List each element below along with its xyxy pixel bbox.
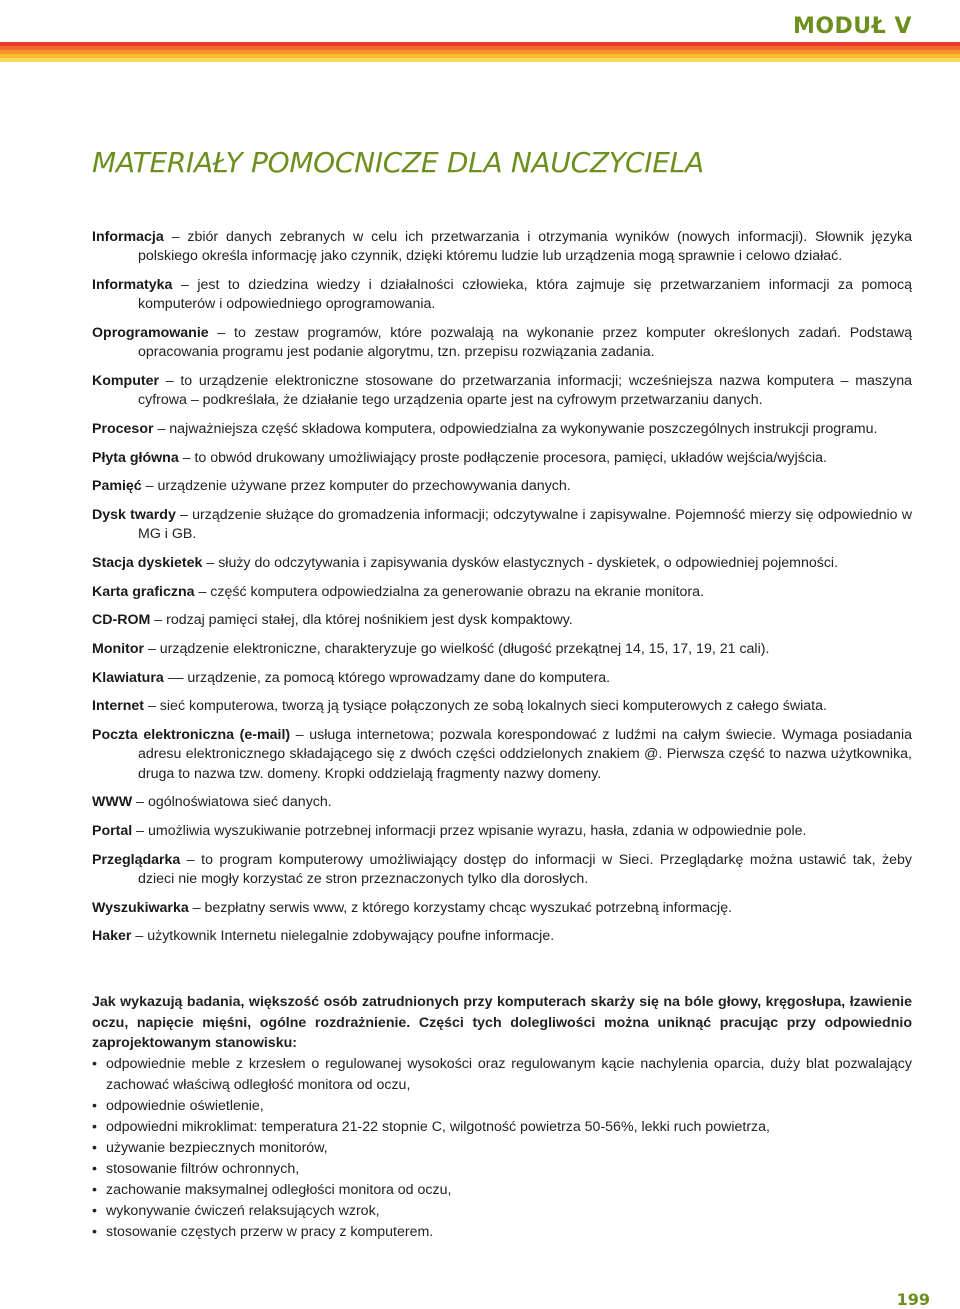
bullet-item <box>92 1159 912 1180</box>
definition-term: Dysk twardy <box>92 507 176 523</box>
definition-text: – to urządzenie elektroniczne stosowane do przetwarzania informacji; wcześniejsza nazwa komputera – maszyna cyfrowa – podkreślała, że działanie tego urządzenia oparte jest na cyfrowym przetwarzaniu danych. <box>138 372 912 409</box>
definition-term: Karta graficzna <box>92 583 195 600</box>
definition-term: Monitor <box>92 641 145 658</box>
definitions-list <box>92 228 912 956</box>
bullet-text: wykonywanie ćwiczeń relaksujących wzrok, <box>106 1202 380 1219</box>
definition-item <box>92 228 912 267</box>
bullet-dot-icon: • <box>92 1181 97 1198</box>
definition-text: – to obwód drukowany umożliwiający proste podłączenie procesora, pamięci, układów wejścia/wyjścia. <box>178 449 827 466</box>
bullet-text: używanie bezpiecznych monitorów, <box>106 1139 328 1156</box>
definition-text: – służy do odczytywania i zapisywania dysków elastycznych - dyskietek, o odpowiedniej pojemności. <box>202 554 839 571</box>
definition-item <box>92 669 912 688</box>
definition-text: – urządzenie używane przez komputer do przechowywania danych. <box>141 478 571 495</box>
definition-text: – ogólnoświatowa sieć danych. <box>132 794 332 811</box>
bullet-text: stosowanie filtrów ochronnych, <box>106 1160 300 1177</box>
definition-term: Pamięć <box>92 478 142 495</box>
bullet-dot-icon: • <box>92 1223 97 1240</box>
definition-term: Wyszukiwarka <box>92 899 189 916</box>
definition-item <box>92 276 912 315</box>
definition-item <box>92 793 912 812</box>
bullet-dot-icon: • <box>92 1202 97 1219</box>
definition-text: – to program komputerowy umożliwiający dostęp do informacji w Sieci. Przeglądarkę można ustawić tak, żeby dzieci nie mogły korzystać ze stron przeznaczonych tylko dla dorosłych. <box>138 851 912 888</box>
definition-term: Komputer <box>92 372 159 389</box>
definition-item <box>92 372 912 411</box>
bullet-dot-icon: • <box>92 1097 97 1114</box>
bullet-item <box>92 1201 912 1222</box>
page-number: 199 <box>896 1290 930 1309</box>
definition-item <box>92 583 912 602</box>
definition-term: Haker <box>92 928 132 945</box>
definition-text: – sieć komputerowa, tworzą ją tysiące połączonych ze sobą lokalnych sieci komputerowych z całego świata. <box>144 698 827 715</box>
bullet-text: stosowanie częstych przerw w pracy z komputerem. <box>106 1223 434 1240</box>
ergonomics-intro: Jak wykazują badania, większość osób zatrudnionych przy komputerach skarży się na bóle głowy, kręgosłupa, łzawienie oczu, napięcie mięśni, ogólne rozdrażnienie. Części tych dolegliwości można uniknąć pracując przy odpowiednio zaprojektowanym stanowisku: <box>92 994 912 1051</box>
definition-item <box>92 851 912 890</box>
definition-item <box>92 899 912 918</box>
definition-item <box>92 822 912 841</box>
bullet-text: odpowiednie meble z krzesłem o regulowanej wysokości oraz regulowanym kącie nachylenia oparcia, duży blat pozwalający zachować właściwą odległość monitora od oczu, <box>106 1055 912 1093</box>
definition-term: Płyta główna <box>92 449 179 466</box>
definition-term: CD-ROM <box>92 612 151 629</box>
definition-text: – urządzenie elektroniczne, charakteryzuje go wielkość (długość przekątnej 14, 15, 17, 19, 21 cali). <box>144 641 770 658</box>
stripe-5 <box>0 58 960 62</box>
definition-term: Poczta elektroniczna (e-mail) <box>92 727 291 744</box>
definition-text: – użytkownik Internetu nielegalnie zdobywający poufne informacje. <box>131 928 555 945</box>
definition-text: – jest to dziedzina wiedzy i działalności człowieka, która zajmuje się przetwarzaniem informacji za pomocą komputerów i odpowiedniego oprogramowania. <box>138 276 912 313</box>
module-label: MODUŁ V <box>792 14 912 39</box>
ergonomics-section <box>92 992 912 1243</box>
definition-item <box>92 726 912 784</box>
definition-term: WWW <box>92 794 133 811</box>
definition-term: Klawiatura <box>92 669 164 686</box>
definition-item <box>92 324 912 363</box>
definition-term: Stacja dyskietek <box>92 554 203 571</box>
definition-text: – umożliwia wyszukiwanie potrzebnej informacji przez wpisanie wyrazu, hasła, zdania w odpowiednie pole. <box>132 823 807 840</box>
bullet-dot-icon: • <box>92 1160 97 1177</box>
bullet-dot-icon: • <box>92 1139 97 1156</box>
definition-text: –– urządzenie, za pomocą którego wprowadzamy dane do komputera. <box>163 669 611 686</box>
bullet-item <box>92 1096 912 1117</box>
bullet-item <box>92 1222 912 1243</box>
bullet-dot-icon: • <box>92 1055 97 1072</box>
bullet-item <box>92 1138 912 1159</box>
decorative-stripes <box>0 42 960 62</box>
definition-item <box>92 477 912 496</box>
definition-text: – to zestaw programów, które pozwalają na wykonanie przez komputer określonych zadań. Podstawą opracowania programu jest podanie algorytmu, tzn. przepisu rozwiązania zadania. <box>138 324 912 361</box>
bullet-item <box>92 1180 912 1201</box>
definition-text: – część komputera odpowiedzialna za generowanie obrazu na ekranie monitora. <box>194 583 704 600</box>
bullet-text: zachowanie maksymalnej odległości monitora od oczu, <box>106 1181 452 1198</box>
definition-item <box>92 927 912 946</box>
definition-term: Informacja <box>92 229 164 245</box>
bullet-item <box>92 1054 912 1096</box>
definition-term: Portal <box>92 823 133 840</box>
definition-term: Informatyka <box>92 276 173 293</box>
definition-text: – rodzaj pamięci stałej, dla której nośnikiem jest dysk kompaktowy. <box>150 612 573 629</box>
definition-item <box>92 554 912 573</box>
definition-item <box>92 420 912 439</box>
definition-text: – urządzenie służące do gromadzenia informacji; odczytywalne i zapisywalne. Pojemność mierzy się odpowiednio w MG i GB. <box>138 507 912 543</box>
definition-text: – bezpłatny serwis www, z którego korzystamy chcąc wyszukać potrzebną informację. <box>188 899 733 916</box>
definition-item <box>92 697 912 716</box>
bullet-text: odpowiednie oświetlenie, <box>106 1097 264 1114</box>
definition-text: – usługa internetowa; pozwala korespondować z ludźmi na całym świecie. Wymaga posiadania adresu elektronicznego składającego się z dwóch części oddzielonych znakiem @. Pierwsza część to nazwa użytkownika, druga to nazwa tzw. domeny. Kropki oddzielają fragmenty nazwy domeny. <box>138 727 912 782</box>
definition-item <box>92 611 912 630</box>
page-title: MATERIAŁY POMOCNICZE DLA NAUCZYCIELA <box>92 146 704 179</box>
definition-text: – najważniejsza część składowa komputera, odpowiedzialna za wykonywanie poszczególnych instrukcji programu. <box>153 420 878 437</box>
definition-term: Przeglądarka <box>92 851 181 868</box>
definition-term: Oprogramowanie <box>92 324 209 341</box>
bullet-item <box>92 1117 912 1138</box>
definition-term: Internet <box>92 698 145 715</box>
ergonomics-bullets <box>92 1054 912 1243</box>
bullet-dot-icon: • <box>92 1118 97 1135</box>
definition-item <box>92 506 912 545</box>
definition-item <box>92 449 912 468</box>
definition-item <box>92 640 912 659</box>
definition-text: – zbiór danych zebranych w celu ich przetwarzania i otrzymania wyników (nowych informacji). Słownik języka polskiego określa informację jako czynnik, dzięki któremu ludzie lub urządzenia mogą sprawnie i celowo działać. <box>138 229 912 265</box>
bullet-text: odpowiedni mikroklimat: temperatura 21-22 stopnie C, wilgotność powietrza 50-56%, lekki ruch powietrza, <box>106 1118 770 1135</box>
definition-term: Procesor <box>92 420 154 437</box>
